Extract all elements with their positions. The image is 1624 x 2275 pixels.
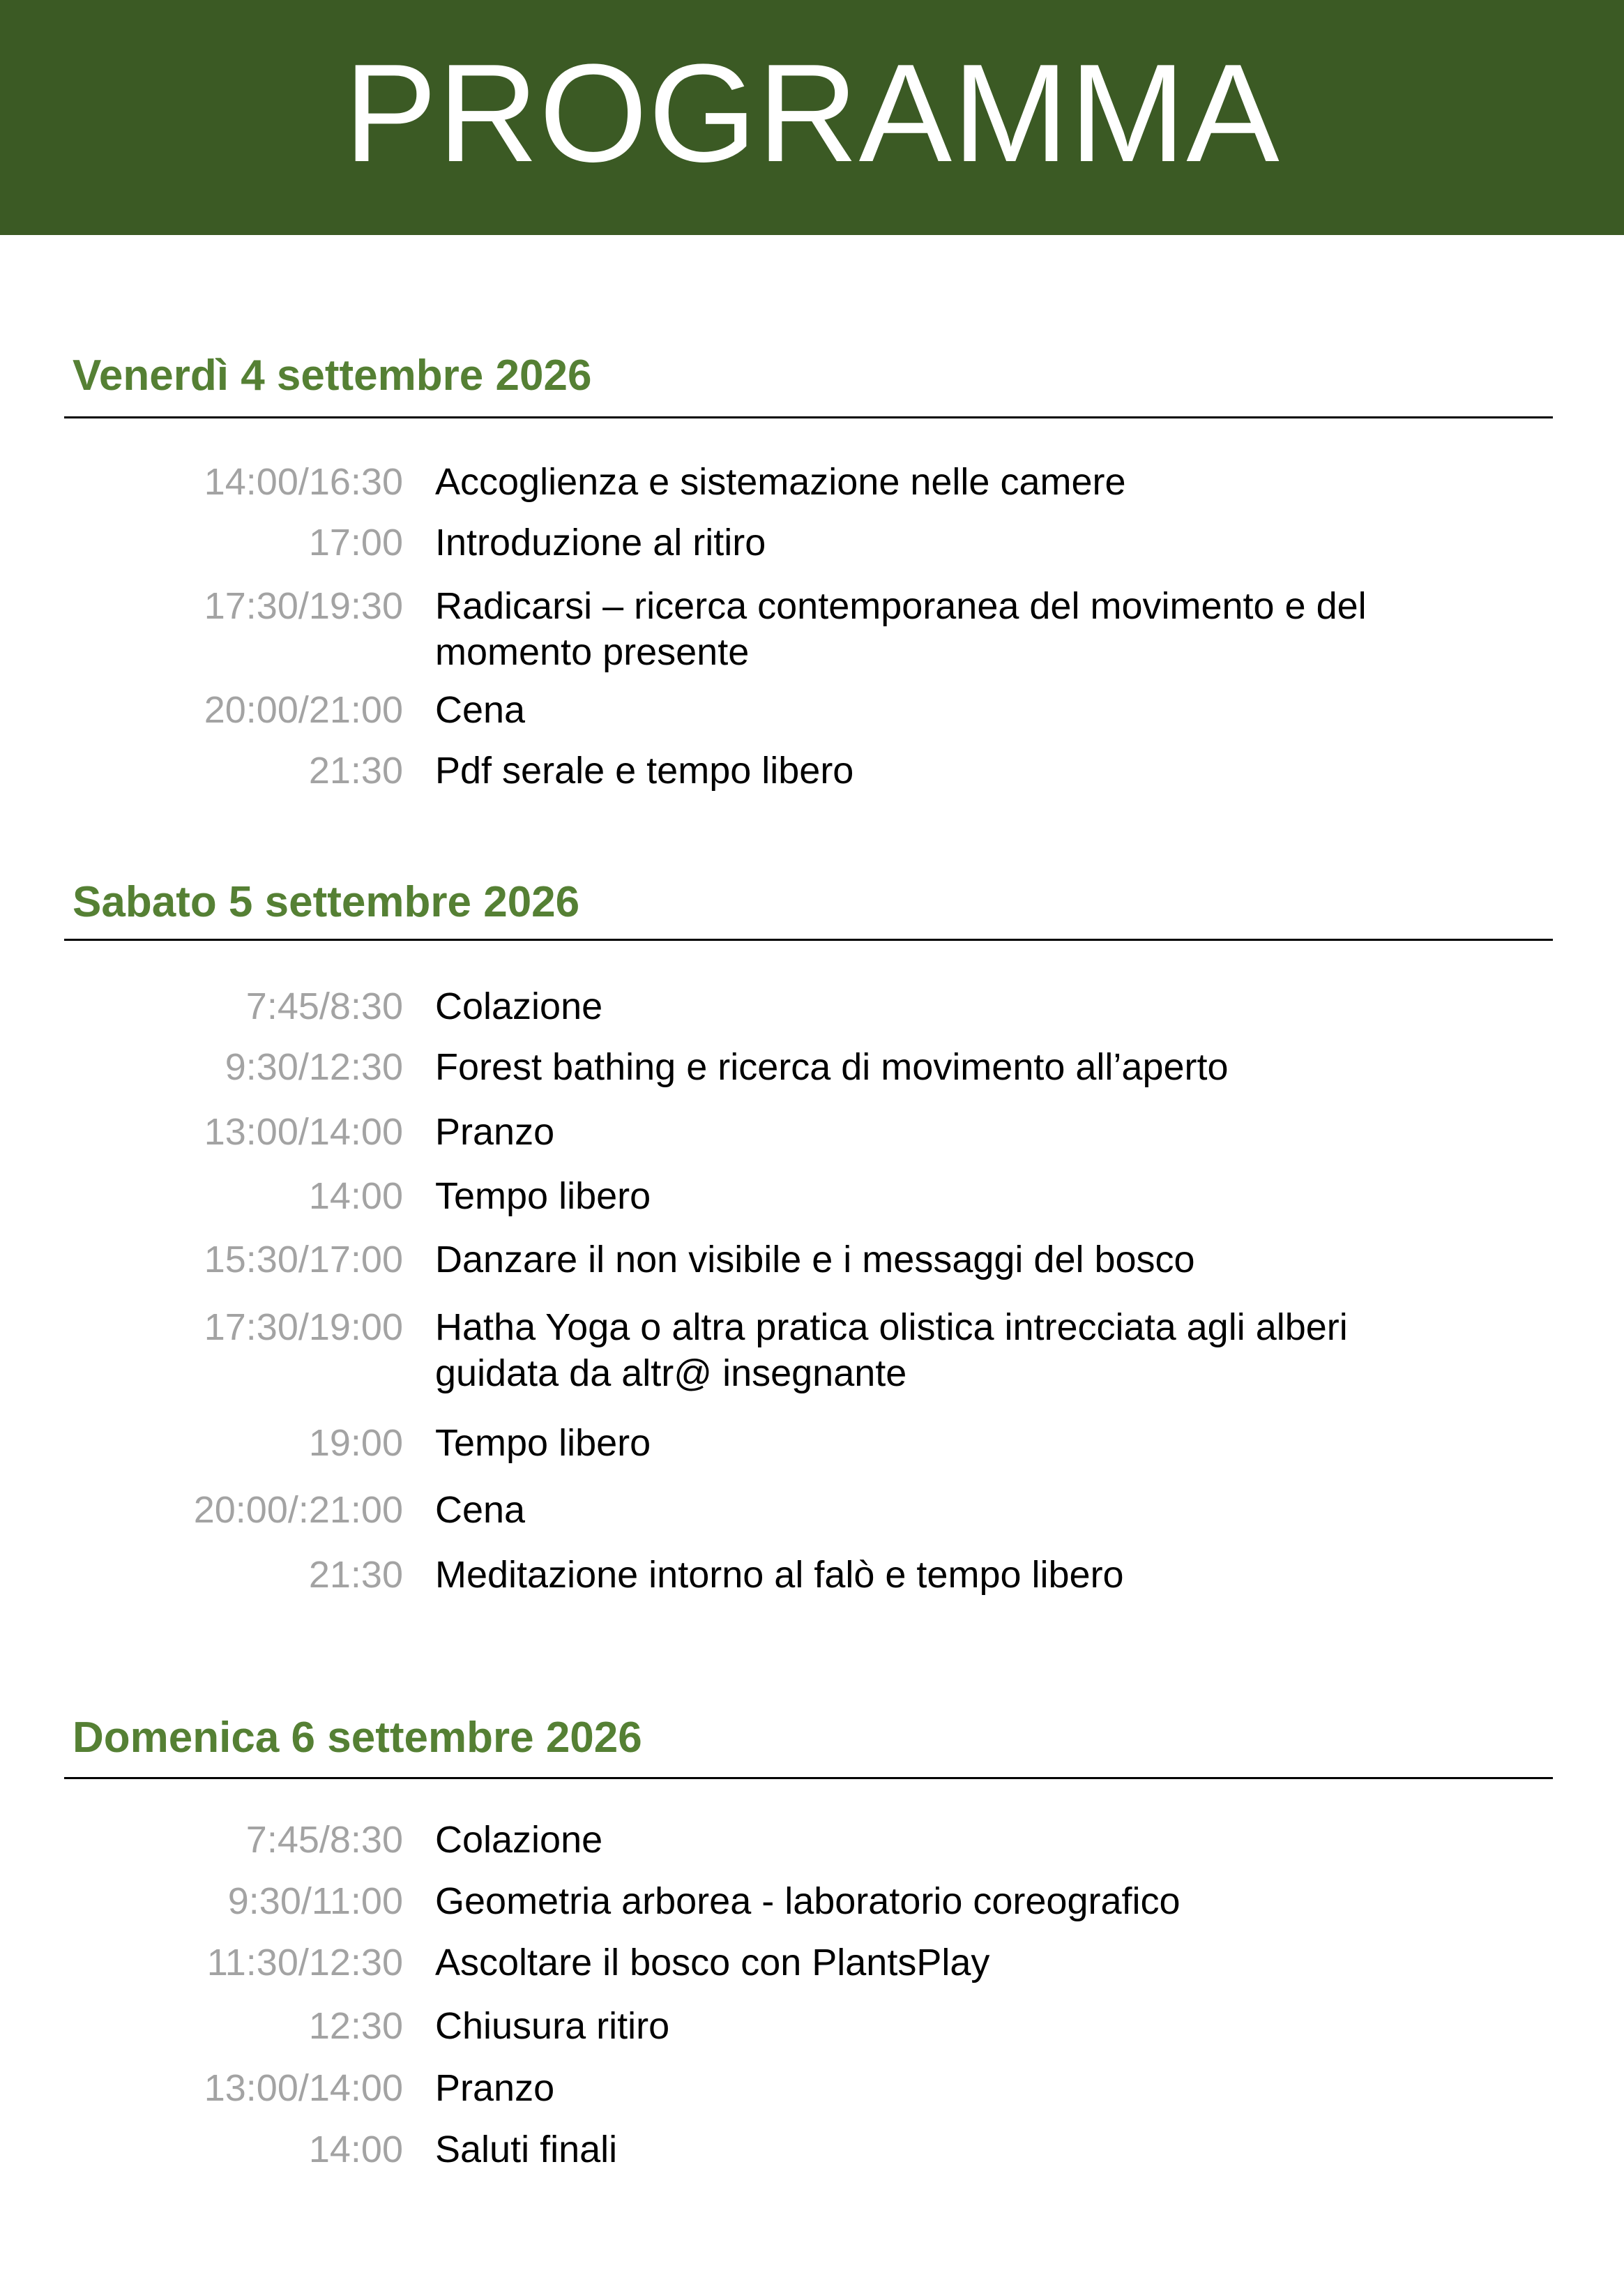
activity-label: Radicarsi – ricerca contemporanea del movimento e del momento presente — [435, 585, 1367, 673]
activity-label: Cena — [435, 689, 526, 731]
activity-label: Meditazione intorno al falò e tempo libero — [435, 1554, 1124, 1596]
time-label: 14:00 — [308, 1175, 403, 1217]
activity-label: Colazione — [435, 1819, 603, 1861]
activity-label: Forest bathing e ricerca di movimento all’aperto — [435, 1046, 1229, 1088]
time-label: 15:30/17:00 — [204, 1239, 403, 1280]
header-banner — [0, 0, 1624, 235]
section-divider — [64, 416, 1553, 418]
activity-label: Chiusura ritiro — [435, 2005, 670, 2047]
page-title: PROGRAMMA — [344, 36, 1280, 191]
activity-label: Tempo libero — [435, 1175, 651, 1217]
activity-label: Ascoltare il bosco con PlantsPlay — [435, 1942, 990, 1983]
time-label: 21:30 — [308, 750, 403, 792]
time-label: 14:00 — [308, 2129, 403, 2170]
time-label: 13:00/14:00 — [204, 1111, 403, 1153]
activity-label: Introduzione al ritiro — [435, 522, 766, 564]
time-label: 13:00/14:00 — [204, 2067, 403, 2109]
activity-label: Hatha Yoga o altra pratica olistica intrecciata agli alberi guidata da altr@ insegnante — [435, 1306, 1348, 1394]
time-label: 17:00 — [308, 522, 403, 564]
time-label: 12:30 — [308, 2005, 403, 2047]
day-title: Domenica 6 settembre 2026 — [73, 1714, 642, 1762]
time-label: 9:30/12:30 — [225, 1046, 403, 1088]
time-label: 14:00/16:30 — [204, 461, 403, 503]
time-label: 7:45/8:30 — [245, 1819, 403, 1861]
activity-label: Saluti finali — [435, 2129, 618, 2170]
activity-label: Pdf serale e tempo libero — [435, 750, 854, 792]
time-label: 21:30 — [308, 1554, 403, 1596]
activity-label: Pranzo — [435, 1111, 555, 1153]
time-label: 20:00/:21:00 — [193, 1489, 403, 1531]
day-title: Sabato 5 settembre 2026 — [73, 878, 580, 926]
time-label: 7:45/8:30 — [245, 985, 403, 1027]
section-divider — [64, 939, 1553, 941]
activity-label: Colazione — [435, 985, 603, 1027]
time-label: 9:30/11:00 — [227, 1880, 403, 1922]
time-label: 20:00/21:00 — [204, 689, 403, 731]
section-divider — [64, 1777, 1553, 1779]
day-title: Venerdì 4 settembre 2026 — [73, 352, 592, 400]
time-label: 17:30/19:30 — [204, 585, 403, 627]
activity-label: Tempo libero — [435, 1422, 651, 1464]
activity-label: Accoglienza e sistemazione nelle camere — [435, 461, 1126, 503]
activity-label: Geometria arborea - laboratorio coreografico — [435, 1880, 1181, 1922]
time-label: 19:00 — [308, 1422, 403, 1464]
time-label: 17:30/19:00 — [204, 1306, 403, 1348]
activity-label: Danzare il non visibile e i messaggi del bosco — [435, 1239, 1195, 1280]
activity-label: Cena — [435, 1489, 526, 1531]
time-label: 11:30/12:30 — [206, 1942, 403, 1983]
activity-label: Pranzo — [435, 2067, 555, 2109]
